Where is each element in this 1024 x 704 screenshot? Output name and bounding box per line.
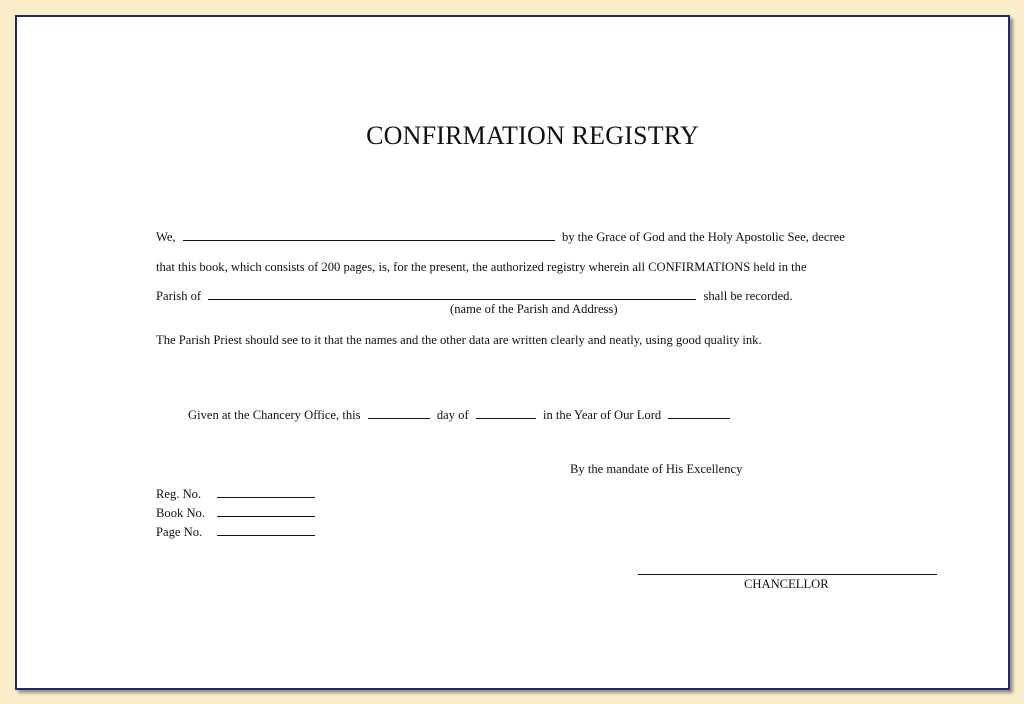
page-no-label: Page No. bbox=[156, 525, 203, 539]
chancellor-signature-line[interactable] bbox=[638, 574, 937, 575]
parish-of-label: Parish of bbox=[156, 289, 202, 303]
chancellor-label: CHANCELLOR bbox=[744, 577, 829, 591]
we-label: We, bbox=[156, 230, 176, 244]
decree-line-1 bbox=[156, 229, 845, 245]
parish-caption: (name of the Parish and Address) bbox=[450, 302, 618, 316]
given-line bbox=[188, 407, 734, 423]
shall-be-recorded-text: shall be recorded. bbox=[703, 289, 793, 303]
page-no-blank[interactable] bbox=[217, 524, 315, 536]
year-blank[interactable] bbox=[668, 407, 730, 419]
book-no-blank[interactable] bbox=[217, 505, 315, 517]
mandate-line: By the mandate of His Excellency bbox=[570, 462, 743, 476]
reg-no-label: Reg. No. bbox=[156, 487, 202, 501]
book-no-row bbox=[156, 505, 319, 521]
book-no-label: Book No. bbox=[156, 506, 205, 520]
document-title: CONFIRMATION REGISTRY bbox=[366, 121, 699, 150]
given-prefix: Given at the Chancery Office, this bbox=[188, 408, 361, 422]
day-of-label: day of bbox=[436, 408, 469, 422]
registry-sheet bbox=[15, 15, 1010, 690]
bishop-name-blank[interactable] bbox=[183, 229, 555, 241]
month-blank[interactable] bbox=[476, 407, 536, 419]
reg-no-blank[interactable] bbox=[217, 486, 315, 498]
page-no-row bbox=[156, 524, 319, 540]
parish-name-blank[interactable] bbox=[208, 288, 696, 300]
reg-no-row bbox=[156, 486, 319, 502]
decree-text: by the Grace of God and the Holy Apostolic See, decree bbox=[561, 230, 845, 244]
day-blank[interactable] bbox=[368, 407, 430, 419]
instruction-line: The Parish Priest should see to it that the names and the other data are written clearly and neatly, using good quality ink. bbox=[156, 333, 762, 347]
decree-line-2: that this book, which consists of 200 pages, is, for the present, the authorized registry wherein all CONFIRMATIONS held in the bbox=[156, 260, 807, 274]
year-label: in the Year of Our Lord bbox=[542, 408, 662, 422]
